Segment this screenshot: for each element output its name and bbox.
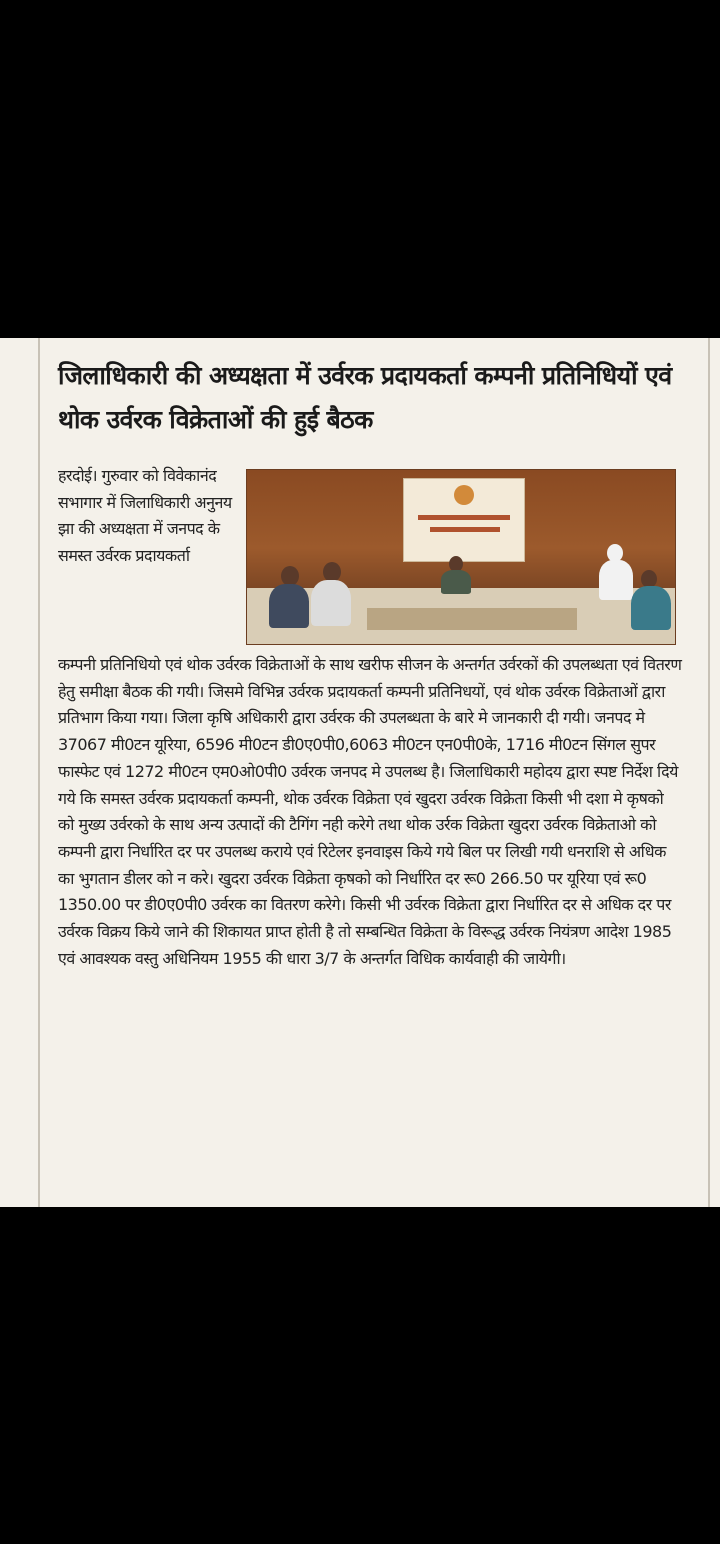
banner-line xyxy=(430,527,500,532)
attendee xyxy=(311,580,351,626)
column-rule-left xyxy=(38,338,40,1207)
article-body: कम्पनी प्रतिनिधियो एवं थोक उर्वरक विक्रेताओं के साथ खरीफ सीजन के अन्तर्गत उर्वरकों की उपलब्धता एवं वितरण हेतु समीक्षा बैठक की गयी। जिसमे विभिन्न उर्वरक प्रदायकर्ता कम्पनी प्रतिनिधयों, एवं थोक उर्वरक विक्रेताओं द्वारा प्रतिभाग किया गया। जिला कृषि अधिकारी द्वारा उर्वरक की उपलब्धता के बारे मे जानकारी दी गयी। जनपद मे 37067 मी0टन यूरिया, 6596 मी0टन डी0ए0पी0,6063 मी0टन एन0पी0के, 1716 मी0टन सिंगल सुपर फास्फेट एवं 1272 मी0टन एम0ओ0पी0 उर्वरक जनपद मे उपलब्ध है। जिलाधिकारी महोदय द्वारा स्पष्ट निर्देश दिये गये कि समस्त उर्वरक प्रदायकर्ता कम्पनी, थोक उर्वरक विक्रेता एवं खुदरा उर्वरक विक्रेता किसी भी दशा मे कृषको को मुख्य उर्वरको के साथ अन्य उत्पादों की टैगिंग नही करेगे तथा थोक उर्रक विक्रेता खुदरा उर्वरक विक्रेताओ को कम्पनी द्वारा निर्धारित दर पर उपलब्ध कराये एवं रिटेलर इनवाइस किये गये बिल पर लिखी गयी धनराशि से अधिक का भुगतान डीलर को न करे। खुदरा उर्वरक विक्रेता कृषको को निर्धारित दर रू0 266.50 पर यूरिया एवं रू0 1350.00 पर डी0ए0पी0 उर्वरक का वितरण करेगे। किसी भी उर्वरक विक्रेता द्वारा निर्धारित दर से अधिक दर पर उर्वरक विक्रय किये जाने की शिकायत प्राप्त होती है तो सम्बन्धित विक्रेता के विरूद्ध उर्वरक नियंत्रण आदेश 1985 एवं आवश्यक वस्तु अधिनियम 1955 की धारा 3/7 के अन्तर्गत विधिक कार्यवाही की जायेगी। xyxy=(58,655,682,968)
attendee xyxy=(599,560,633,600)
attendee-head xyxy=(281,566,299,586)
newspaper-clipping xyxy=(0,338,720,1207)
attendee xyxy=(269,584,309,628)
emblem-icon xyxy=(454,485,474,505)
attendee xyxy=(441,570,471,594)
banner-line xyxy=(418,515,510,520)
column-rule-right xyxy=(708,338,710,1207)
attendee-head xyxy=(323,562,341,582)
article-intro: हरदोई। गुरुवार को विवेकानंद सभागार में जिलाधिकारी अनुनय झा की अध्यक्षता में जनपद के समस्त उर्वरक प्रदायकर्ता xyxy=(58,466,232,566)
attendee xyxy=(631,586,671,630)
meeting-photo xyxy=(246,469,676,645)
photo-banner xyxy=(403,478,525,562)
article-headline: जिलाधिकारी की अध्यक्षता में उर्वरक प्रदायकर्ता कम्पनी प्रतिनिधियों एवं थोक उर्वरक विक्रेताओं की हुई बैठक xyxy=(58,361,672,434)
conference-table-center xyxy=(367,608,577,630)
